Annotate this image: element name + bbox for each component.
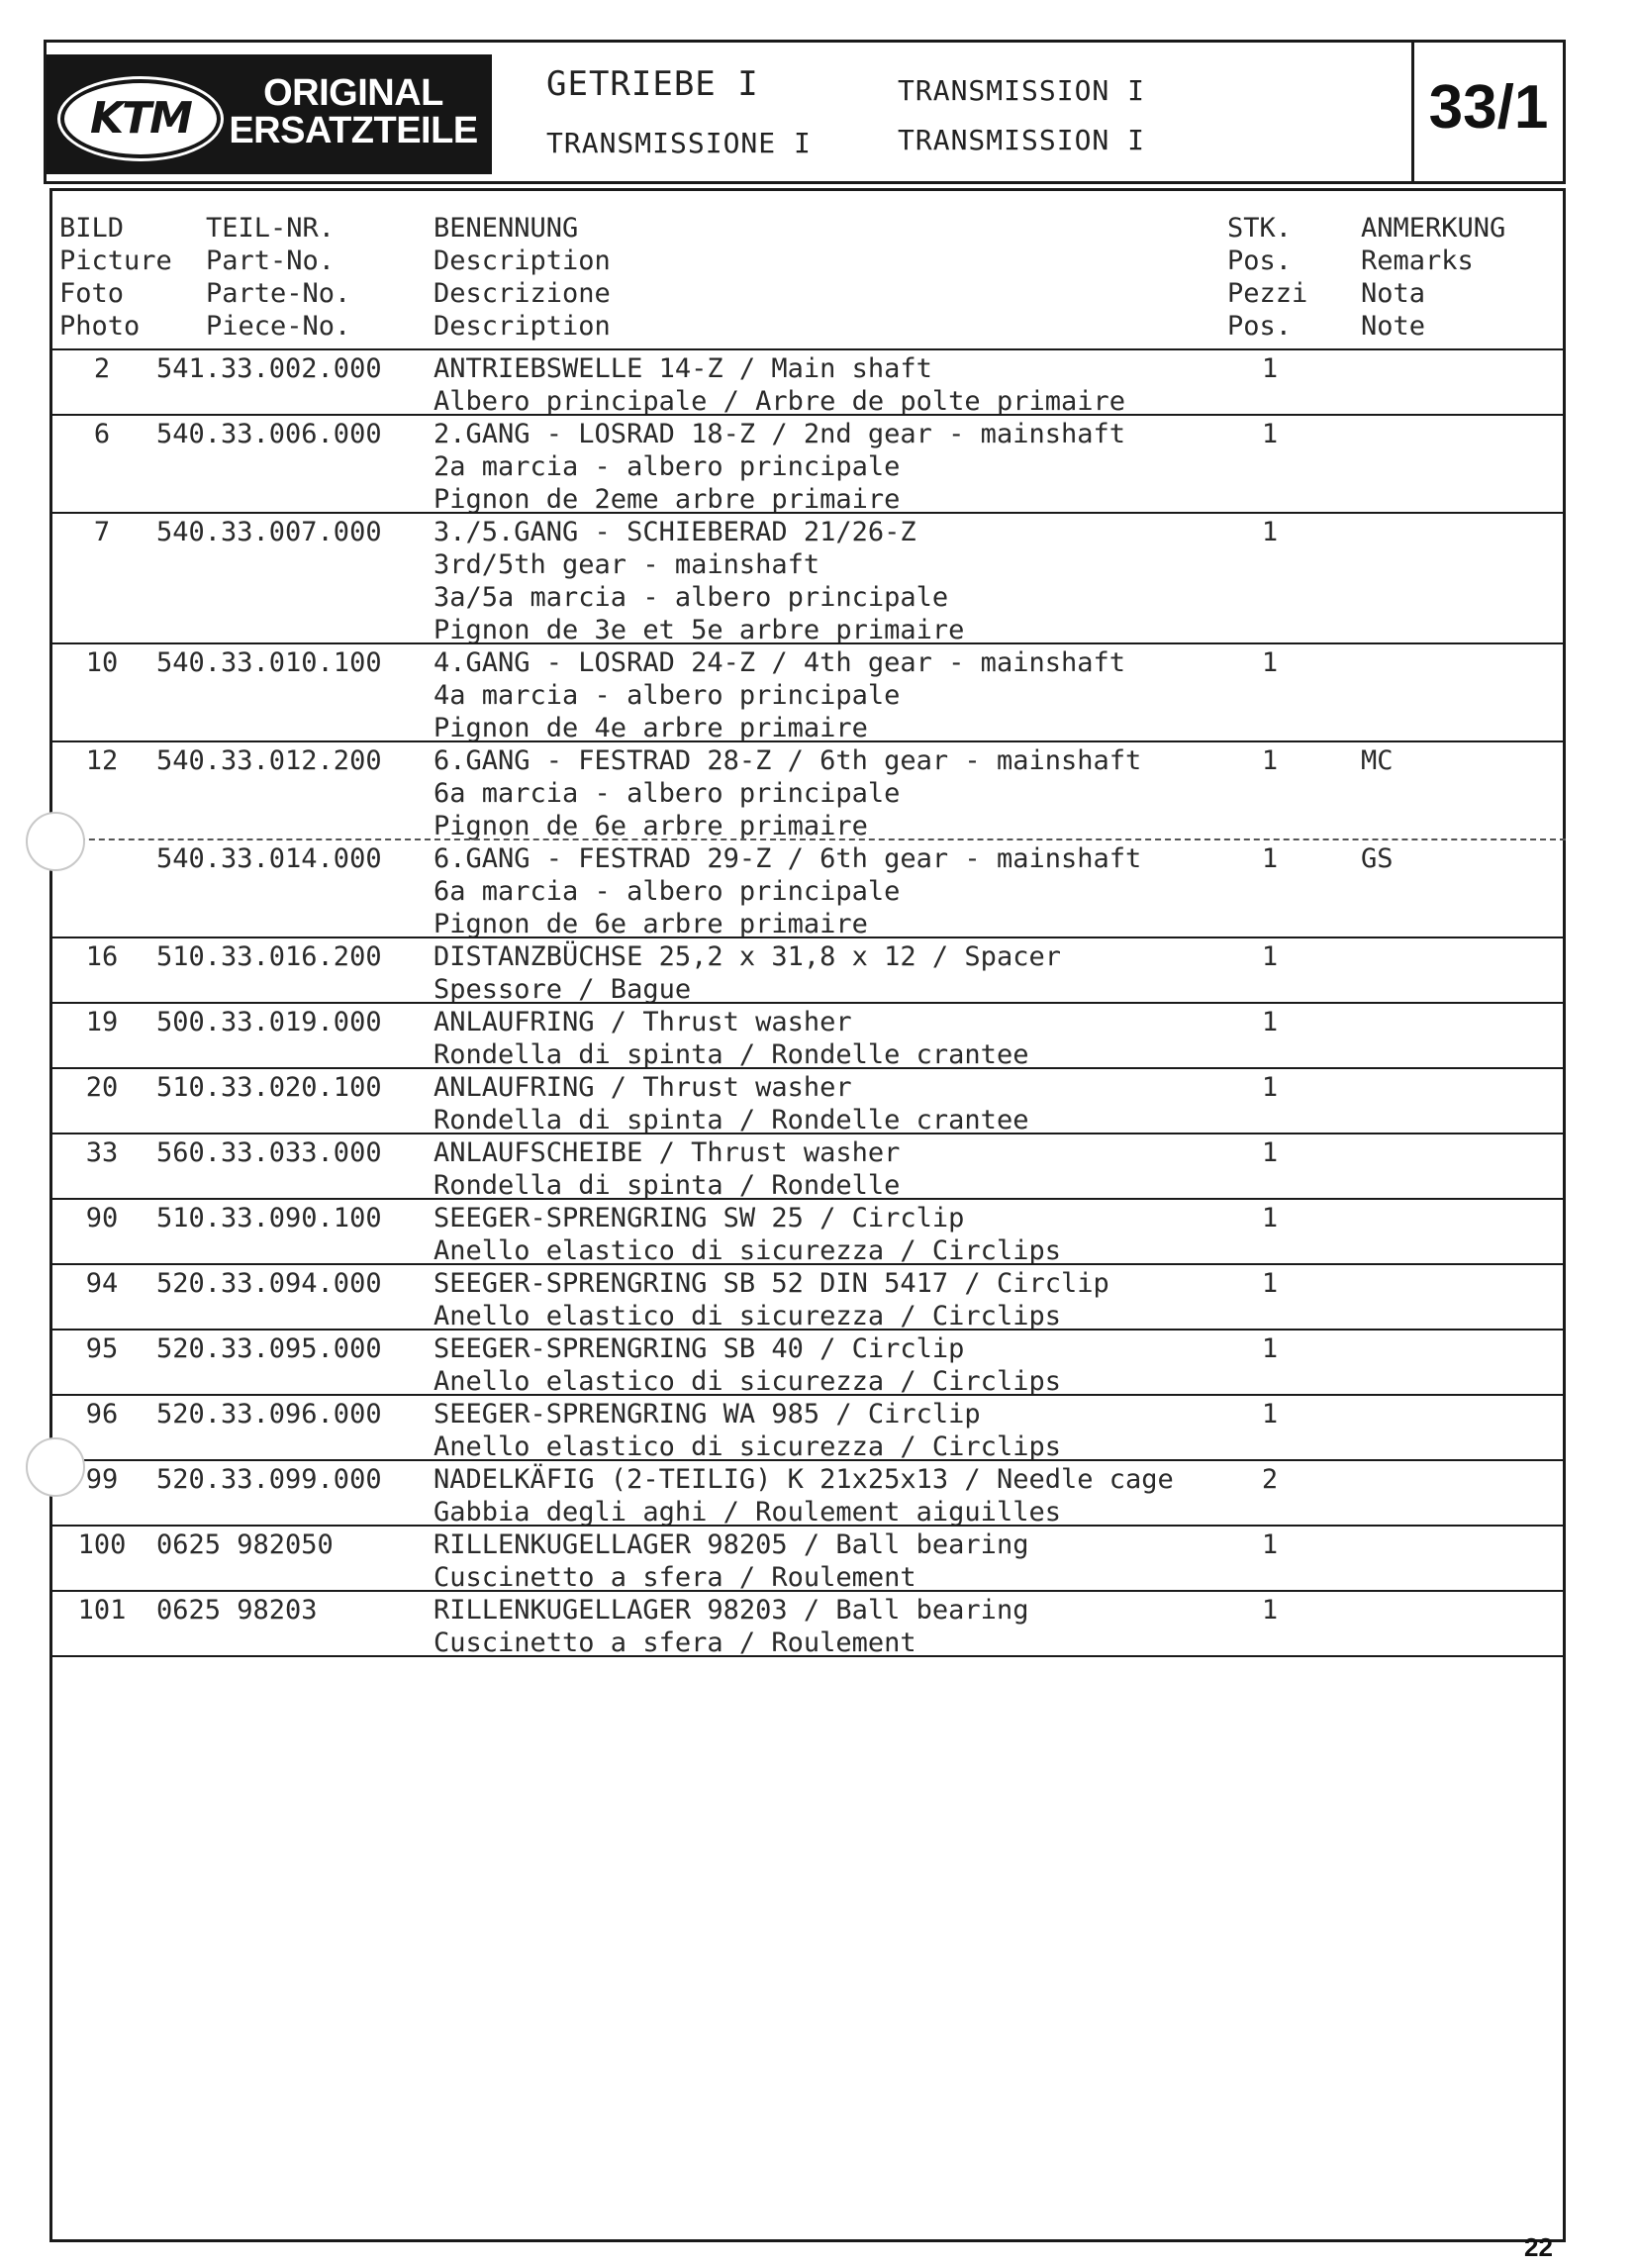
cell-description-line: Pignon de 2eme arbre primaire (433, 484, 901, 515)
page-code: 33/1 (1428, 73, 1549, 142)
cell-remarks: MC (1361, 745, 1394, 776)
cell-description-line: 2a marcia - albero principale (433, 451, 901, 482)
ktm-oval-emblem (60, 79, 221, 158)
cell-bild: 94 (85, 1268, 119, 1299)
cell-description-line: Anello elastico di sicurezza / Circlips (433, 1431, 1061, 1462)
table-row (49, 740, 1566, 841)
parts-list (49, 348, 1566, 1657)
cell-description-line: Rondella di spinta / Rondelle crantee (433, 1039, 1029, 1070)
title-italian: TRANSMISSIONE I (546, 127, 812, 159)
cell-description-line: Cuscinetto a sfera / Roulement (433, 1562, 916, 1593)
table-row (49, 838, 1566, 937)
cell-quantity: 1 (1261, 1007, 1279, 1037)
cell-description-line: Pignon de 4e arbre primaire (433, 713, 868, 743)
cell-description-line: 6.GANG - FESTRAD 28-Z / 6th gear - mainshaft (433, 745, 1142, 776)
cell-bild: 90 (85, 1203, 119, 1233)
page-code-box (1411, 43, 1563, 181)
column-header-remarks: ANMERKUNG Remarks Nota Note (1361, 213, 1506, 342)
cell-description-line: Albero principale / Arbre de polte primaire (433, 386, 1125, 417)
logo-line-ersatzteile: ERSATZTEILE (229, 110, 478, 151)
cell-part-no: 540.33.006.000 (156, 419, 382, 449)
cell-description-line: RILLENKUGELLAGER 98203 / Ball bearing (433, 1595, 1029, 1626)
table-row (49, 642, 1566, 743)
table-row (49, 1133, 1566, 1201)
cell-part-no: 510.33.020.100 (156, 1072, 382, 1103)
cell-description-line: ANLAUFRING / Thrust washer (433, 1007, 852, 1037)
cell-description-line: 3a/5a marcia - albero principale (433, 582, 949, 613)
cell-description-line: RILLENKUGELLAGER 98205 / Ball bearing (433, 1529, 1029, 1560)
cell-description-line: Gabbia degli aghi / Roulement aiguilles (433, 1497, 1061, 1528)
binder-hole (26, 812, 85, 871)
ktm-logo (47, 54, 492, 174)
cell-part-no: 510.33.016.200 (156, 941, 382, 972)
cell-part-no: 520.33.094.000 (156, 1268, 382, 1299)
table-row (49, 937, 1566, 1005)
cell-part-no: 540.33.010.100 (156, 647, 382, 678)
column-header-part-no: TEIL-NR. Part-No. Parte-No. Piece-No. (206, 213, 351, 342)
cell-bild: 99 (85, 1464, 119, 1495)
title-english: TRANSMISSION I (898, 74, 1146, 107)
cell-part-no: 510.33.090.100 (156, 1203, 382, 1233)
cell-bild: 100 (77, 1529, 127, 1560)
cell-bild: 6 (93, 419, 111, 449)
table-row (49, 1590, 1566, 1658)
cell-description-line: ANLAUFSCHEIBE / Thrust washer (433, 1137, 901, 1168)
table-row (49, 1459, 1566, 1528)
cell-quantity: 1 (1261, 1137, 1279, 1168)
cell-part-no: 540.33.007.000 (156, 517, 382, 547)
cell-description-line: 4a marcia - albero principale (433, 680, 901, 711)
cell-part-no: 0625 98203 (156, 1595, 318, 1626)
table-row (49, 1067, 1566, 1133)
cell-part-no: 520.33.096.000 (156, 1399, 382, 1430)
cell-bild: 2 (93, 353, 111, 384)
cell-description-line: Anello elastico di sicurezza / Circlips (433, 1235, 1061, 1266)
cell-description-line: NADELKÄFIG (2-TEILIG) K 21x25x13 / Needle cage (433, 1464, 1174, 1495)
table-row (49, 1198, 1566, 1266)
cell-quantity: 1 (1261, 843, 1279, 874)
cell-quantity: 1 (1261, 941, 1279, 972)
cell-bild: 10 (85, 647, 119, 678)
logo-caption (215, 74, 492, 149)
cell-description-line: 3./5.GANG - SCHIEBERAD 21/26-Z (433, 517, 916, 547)
logo-line-original: ORIGINAL (263, 72, 443, 114)
cell-part-no: 541.33.002.000 (156, 353, 382, 384)
column-header-bild: BILD Picture Foto Photo (59, 213, 172, 342)
table-end-rule (49, 1655, 1566, 1657)
cell-description-line: Pignon de 6e arbre primaire (433, 811, 868, 841)
table-row (49, 348, 1566, 417)
cell-description-line: Cuscinetto a sfera / Roulement (433, 1627, 916, 1658)
table-row (49, 512, 1566, 645)
cell-quantity: 1 (1261, 353, 1279, 384)
cell-description-line: 6a marcia - albero principale (433, 876, 901, 907)
cell-quantity: 1 (1261, 1595, 1279, 1626)
cell-description-line: SEEGER-SPRENGRING SW 25 / Circlip (433, 1203, 965, 1233)
column-header-description: BENENNUNG Description Descrizione Description (433, 213, 611, 342)
cell-description-line: Pignon de 3e et 5e arbre primaire (433, 615, 965, 645)
cell-bild: 16 (85, 941, 119, 972)
cell-bild: 19 (85, 1007, 119, 1037)
page-header (44, 40, 1566, 184)
title-french: TRANSMISSION I (898, 124, 1146, 156)
cell-quantity: 1 (1261, 1268, 1279, 1299)
cell-bild: 96 (85, 1399, 119, 1430)
cell-description-line: Pignon de 6e arbre primaire (433, 909, 868, 939)
cell-description-line: 4.GANG - LOSRAD 24-Z / 4th gear - mainshaft (433, 647, 1125, 678)
cell-quantity: 1 (1261, 1333, 1279, 1364)
cell-quantity: 1 (1261, 419, 1279, 449)
cell-part-no: 520.33.099.000 (156, 1464, 382, 1495)
cell-description-line: Rondella di spinta / Rondelle crantee (433, 1105, 1029, 1135)
cell-quantity: 1 (1261, 1399, 1279, 1430)
cell-quantity: 1 (1261, 647, 1279, 678)
cell-part-no: 540.33.012.200 (156, 745, 382, 776)
column-header-quantity: STK. Pos. Pezzi Pos. (1227, 213, 1308, 342)
table-row (49, 1525, 1566, 1593)
table-row (49, 414, 1566, 515)
binder-hole (26, 1437, 85, 1497)
cell-quantity: 1 (1261, 517, 1279, 547)
cell-description-line: Anello elastico di sicurezza / Circlips (433, 1301, 1061, 1331)
cell-quantity: 2 (1261, 1464, 1279, 1495)
cell-quantity: 1 (1261, 1072, 1279, 1103)
table-row (49, 1394, 1566, 1462)
ktm-brand-mark: KTM (90, 93, 191, 144)
cell-bild: 20 (85, 1072, 119, 1103)
cell-part-no: 500.33.019.000 (156, 1007, 382, 1037)
cell-quantity: 1 (1261, 745, 1279, 776)
cell-part-no: 560.33.033.000 (156, 1137, 382, 1168)
cell-bild: 7 (93, 517, 111, 547)
cell-description-line: ANLAUFRING / Thrust washer (433, 1072, 852, 1103)
cell-description-line: DISTANZBÜCHSE 25,2 x 31,8 x 12 / Spacer (433, 941, 1061, 972)
cell-description-line: Rondella di spinta / Rondelle (433, 1170, 901, 1201)
cell-part-no: 520.33.095.000 (156, 1333, 382, 1364)
cell-description-line: SEEGER-SPRENGRING WA 985 / Circlip (433, 1399, 981, 1430)
cell-description-line: 6a marcia - albero principale (433, 778, 901, 809)
title-german: GETRIEBE I (546, 64, 759, 104)
table-row (49, 1329, 1566, 1397)
cell-bild: 12 (85, 745, 119, 776)
cell-remarks: GS (1361, 843, 1394, 874)
cell-description-line: SEEGER-SPRENGRING SB 40 / Circlip (433, 1333, 965, 1364)
cell-part-no: 0625 982050 (156, 1529, 334, 1560)
cell-bild: 101 (77, 1595, 127, 1626)
table-row (49, 1002, 1566, 1070)
cell-description-line: 2.GANG - LOSRAD 18-Z / 2nd gear - mainshaft (433, 419, 1125, 449)
cell-part-no: 540.33.014.000 (156, 843, 382, 874)
cell-quantity: 1 (1261, 1529, 1279, 1560)
table-row (49, 1263, 1566, 1329)
cell-description-line: Spessore / Bague (433, 974, 692, 1005)
cell-description-line: 6.GANG - FESTRAD 29-Z / 6th gear - mainshaft (433, 843, 1142, 874)
cell-quantity: 1 (1261, 1203, 1279, 1233)
cell-description-line: SEEGER-SPRENGRING SB 52 DIN 5417 / Circlip (433, 1268, 1109, 1299)
cell-bild: 33 (85, 1137, 119, 1168)
page-number: 22 (1524, 2232, 1553, 2262)
cell-description-line: Anello elastico di sicurezza / Circlips (433, 1366, 1061, 1397)
cell-bild: 95 (85, 1333, 119, 1364)
cell-description-line: ANTRIEBSWELLE 14-Z / Main shaft (433, 353, 932, 384)
cell-description-line: 3rd/5th gear - mainshaft (433, 549, 820, 580)
